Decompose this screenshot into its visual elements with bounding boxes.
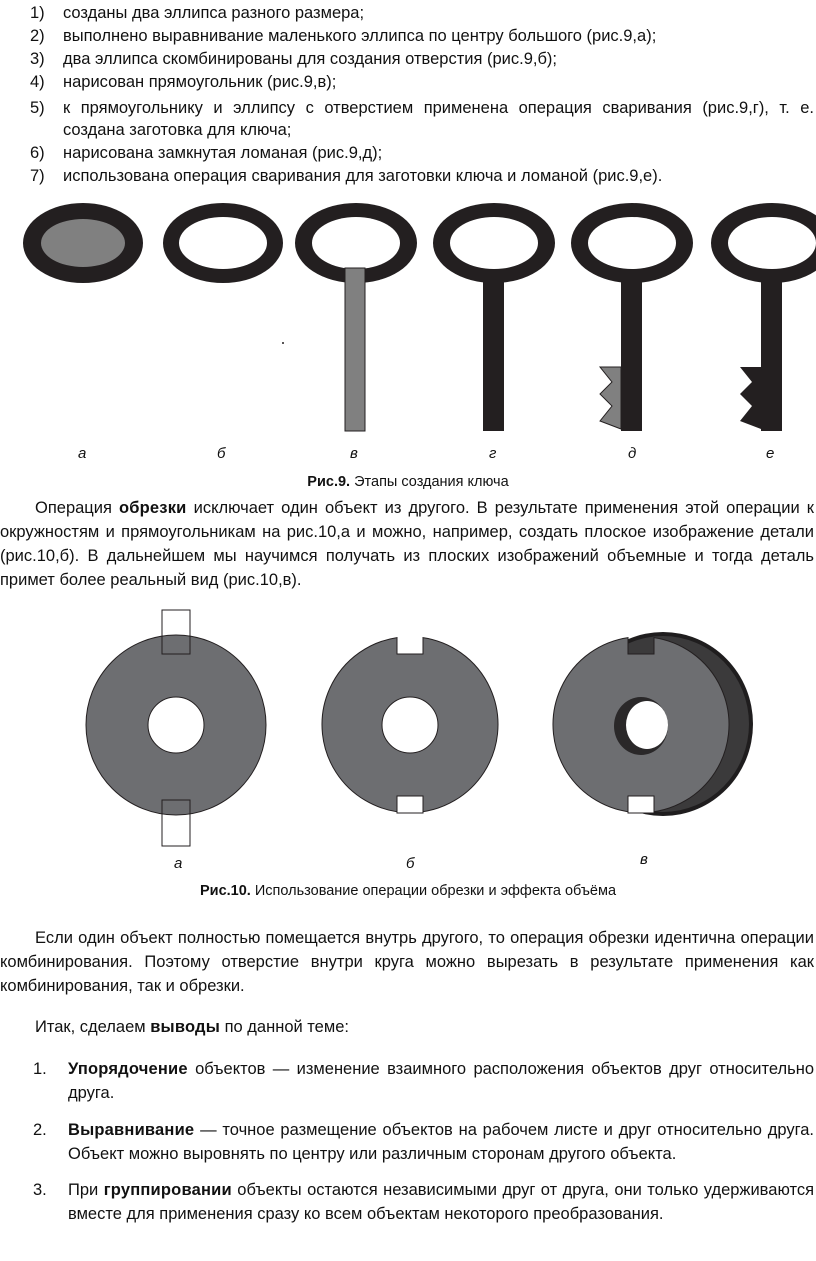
disk-a xyxy=(86,610,266,846)
fig10-label-a: а xyxy=(174,855,183,872)
fig9-label-g: г xyxy=(489,445,497,462)
paragraph-cutting: Операция обрезки исключает один объект из другого. В результате применения этой операции к окружностям и прямоугольникам на рис.10,а и можно, например, создать плоское изображение детали (рис.10,б). В дальнейшем мы научимся получать из плоских изображений объемные и тогда деталь примет более реальный вид (рис.10,в). xyxy=(0,499,814,589)
key-stage-g xyxy=(433,203,555,431)
fig9-label-b: б xyxy=(217,445,226,462)
summary-intro: Итак, сделаем выводы по данной теме: xyxy=(35,1018,349,1036)
stray-dot xyxy=(282,342,284,344)
key-stage-e xyxy=(711,203,816,431)
figure-10-caption: Рис.10. Использование операции обрезки и эффекта объёма xyxy=(199,883,617,899)
paragraph-combining: Если один объект полностью помещается внутрь другого, то операция обрезки идентична операции комбинирования. Поэтому отверстие внутри круга можно вырезать в результате применения как комбинирования, так и обрезки. xyxy=(0,929,814,995)
fig9-label-v: в xyxy=(350,445,358,462)
figure-9 xyxy=(0,195,816,445)
key-stage-d xyxy=(571,203,693,431)
disk-v xyxy=(553,632,753,816)
figure-10 xyxy=(0,600,816,860)
fig10-label-b: б xyxy=(406,855,415,872)
fig9-label-e: е xyxy=(766,445,775,462)
fig9-label-a: а xyxy=(78,445,87,462)
key-stage-v xyxy=(295,203,417,431)
figure-9-caption: Рис.9. Этапы создания ключа xyxy=(307,474,509,490)
key-stage-b xyxy=(163,203,283,283)
fig10-label-v: в xyxy=(640,851,648,868)
fig9-label-d: д xyxy=(628,445,637,462)
disk-b xyxy=(322,638,498,813)
key-stage-a xyxy=(23,203,143,283)
